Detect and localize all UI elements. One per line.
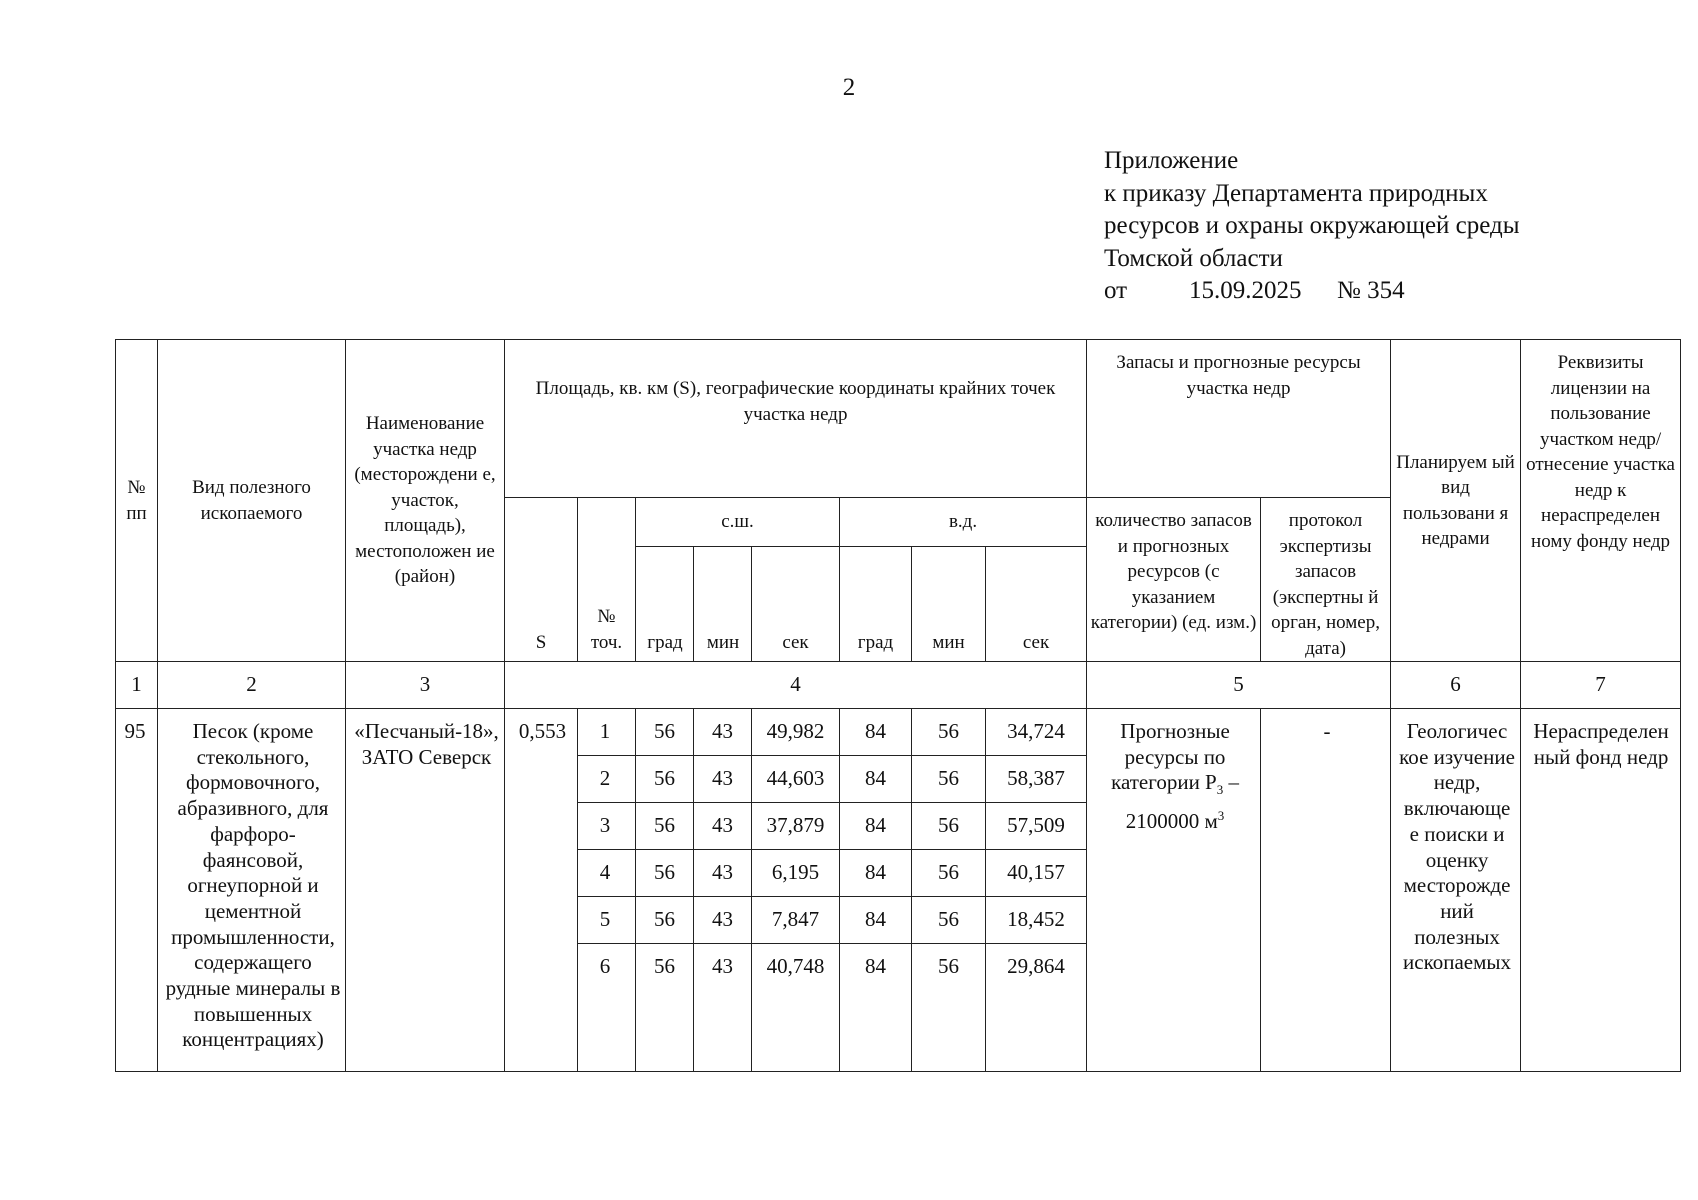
header-s: S [505,498,578,662]
record-mineral-type: Песок (кроме стекольного, формовочного, абразивного, для фарфоро-фаянсовой, огнеупорной и цементной промышленности, содержащего рудные минералы в повышенных концентрациях) [158,709,346,1072]
lon-deg: 84 [840,803,912,850]
header-row [116,340,1681,498]
lat-min: 43 [694,897,752,944]
column-number: 4 [505,662,1087,709]
lon-deg: 84 [840,709,912,756]
header-reserves-qty: количество запасов и прогнозных ресурсов (с указанием категории) (ед. изм.) [1087,498,1261,662]
header-site-name: Наименование участка недр (месторождени е, участок, площадь), местоположен ие (район) [346,340,505,662]
header-point-no: № точ. [578,498,636,662]
header-reserves-protocol: протокол экспертизы запасов (экспертны й орган, номер, дата) [1261,498,1391,662]
lat-sec: 40,748 [752,944,840,1072]
lat-sec: 37,879 [752,803,840,850]
header-mineral-type: Вид полезного ископаемого [158,340,346,662]
lon-deg: 84 [840,756,912,803]
appendix-block [1104,145,1664,308]
point-number: 6 [578,944,636,1072]
lat-sec: 6,195 [752,850,840,897]
lon-deg: 84 [840,897,912,944]
lat-min: 43 [694,756,752,803]
column-number: 7 [1521,662,1681,709]
lat-deg: 56 [636,897,694,944]
header-no: № пп [116,340,158,662]
column-number: 2 [158,662,346,709]
order-number: № 354 [1337,277,1405,305]
lon-sec: 57,509 [986,803,1087,850]
header-license: Реквизиты лицензии на пользование участком недр/ отнесение участка недр к нераспределен ному фонду недр [1521,340,1681,662]
header-reserves: Запасы и прогнозные ресурсы участка недр [1087,340,1391,498]
page-number: 2 [842,74,856,101]
order-prefix: от [1104,277,1128,305]
reserves-unit-superscript: 3 [1217,808,1225,824]
column-number: 3 [346,662,505,709]
order-line [1104,275,1664,308]
lon-sec: 18,452 [986,897,1087,944]
lon-min: 56 [912,756,986,803]
header-lon-deg: град [840,546,912,661]
header-lat-deg: град [636,546,694,661]
record-planned-use: Геологичес кое изучение недр, включающе е поиски и оценку месторожде ний полезных ископаемых [1391,709,1521,1072]
header-lat-min: мин [694,546,752,661]
lon-sec: 40,157 [986,850,1087,897]
point-number: 3 [578,803,636,850]
lon-min: 56 [912,944,986,1072]
lon-min: 56 [912,803,986,850]
point-number: 2 [578,756,636,803]
column-number-row [116,662,1681,709]
lat-min: 43 [694,944,752,1072]
header-east: в.д. [840,498,1087,547]
reserves-qty-text: Прогнозные ресурсы по категории P [1111,719,1230,795]
lon-deg: 84 [840,850,912,897]
lat-min: 43 [694,709,752,756]
record-site-name: «Песчаный-18», ЗАТО Северск [346,709,505,1072]
header-lat-sec: сек [752,546,840,661]
record-area: 0,553 [505,709,578,1072]
column-number: 1 [116,662,158,709]
lon-sec: 34,724 [986,709,1087,756]
lat-deg: 56 [636,756,694,803]
header-lon-sec: сек [986,546,1087,661]
header-area-coordinates: Площадь, кв. км (S), географические координаты крайних точек участка недр [505,340,1087,498]
reserves-category-subscript: 3 [1216,782,1224,798]
point-number: 5 [578,897,636,944]
appendix-line: Приложение [1104,147,1239,174]
lat-deg: 56 [636,803,694,850]
header-lon-min: мин [912,546,986,661]
table-row [116,709,1681,756]
point-number: 1 [578,709,636,756]
appendix-line: ресурсов и охраны окружающей среды [1104,212,1520,240]
lat-sec: 49,982 [752,709,840,756]
record-license: Нераспределен ный фонд недр [1521,709,1681,1072]
record-reserves-protocol: - [1261,709,1391,1072]
point-number: 4 [578,850,636,897]
lon-min: 56 [912,897,986,944]
lat-deg: 56 [636,709,694,756]
lon-deg: 84 [840,944,912,1072]
lat-min: 43 [694,803,752,850]
header-planned-use: Планируем ый вид пользовани я недрами [1391,340,1521,662]
appendix-line: к приказу Департамента природных [1104,179,1488,207]
lat-deg: 56 [636,944,694,1072]
lon-min: 56 [912,709,986,756]
order-date: 15.09.2025 [1189,277,1302,305]
lon-sec: 29,864 [986,944,1087,1072]
column-number: 5 [1087,662,1391,709]
lon-sec: 58,387 [986,756,1087,803]
lat-sec: 44,603 [752,756,840,803]
record-reserves-qty [1087,709,1261,1072]
lat-min: 43 [694,850,752,897]
record-no: 95 [116,709,158,1072]
lat-deg: 56 [636,850,694,897]
subsoil-sites-table [115,339,1681,1072]
header-north: с.ш. [636,498,840,547]
lat-sec: 7,847 [752,897,840,944]
reserves-qty-value: – 2100000 м [1125,770,1239,834]
appendix-line: Томской области [1104,244,1283,272]
lon-min: 56 [912,850,986,897]
column-number: 6 [1391,662,1521,709]
